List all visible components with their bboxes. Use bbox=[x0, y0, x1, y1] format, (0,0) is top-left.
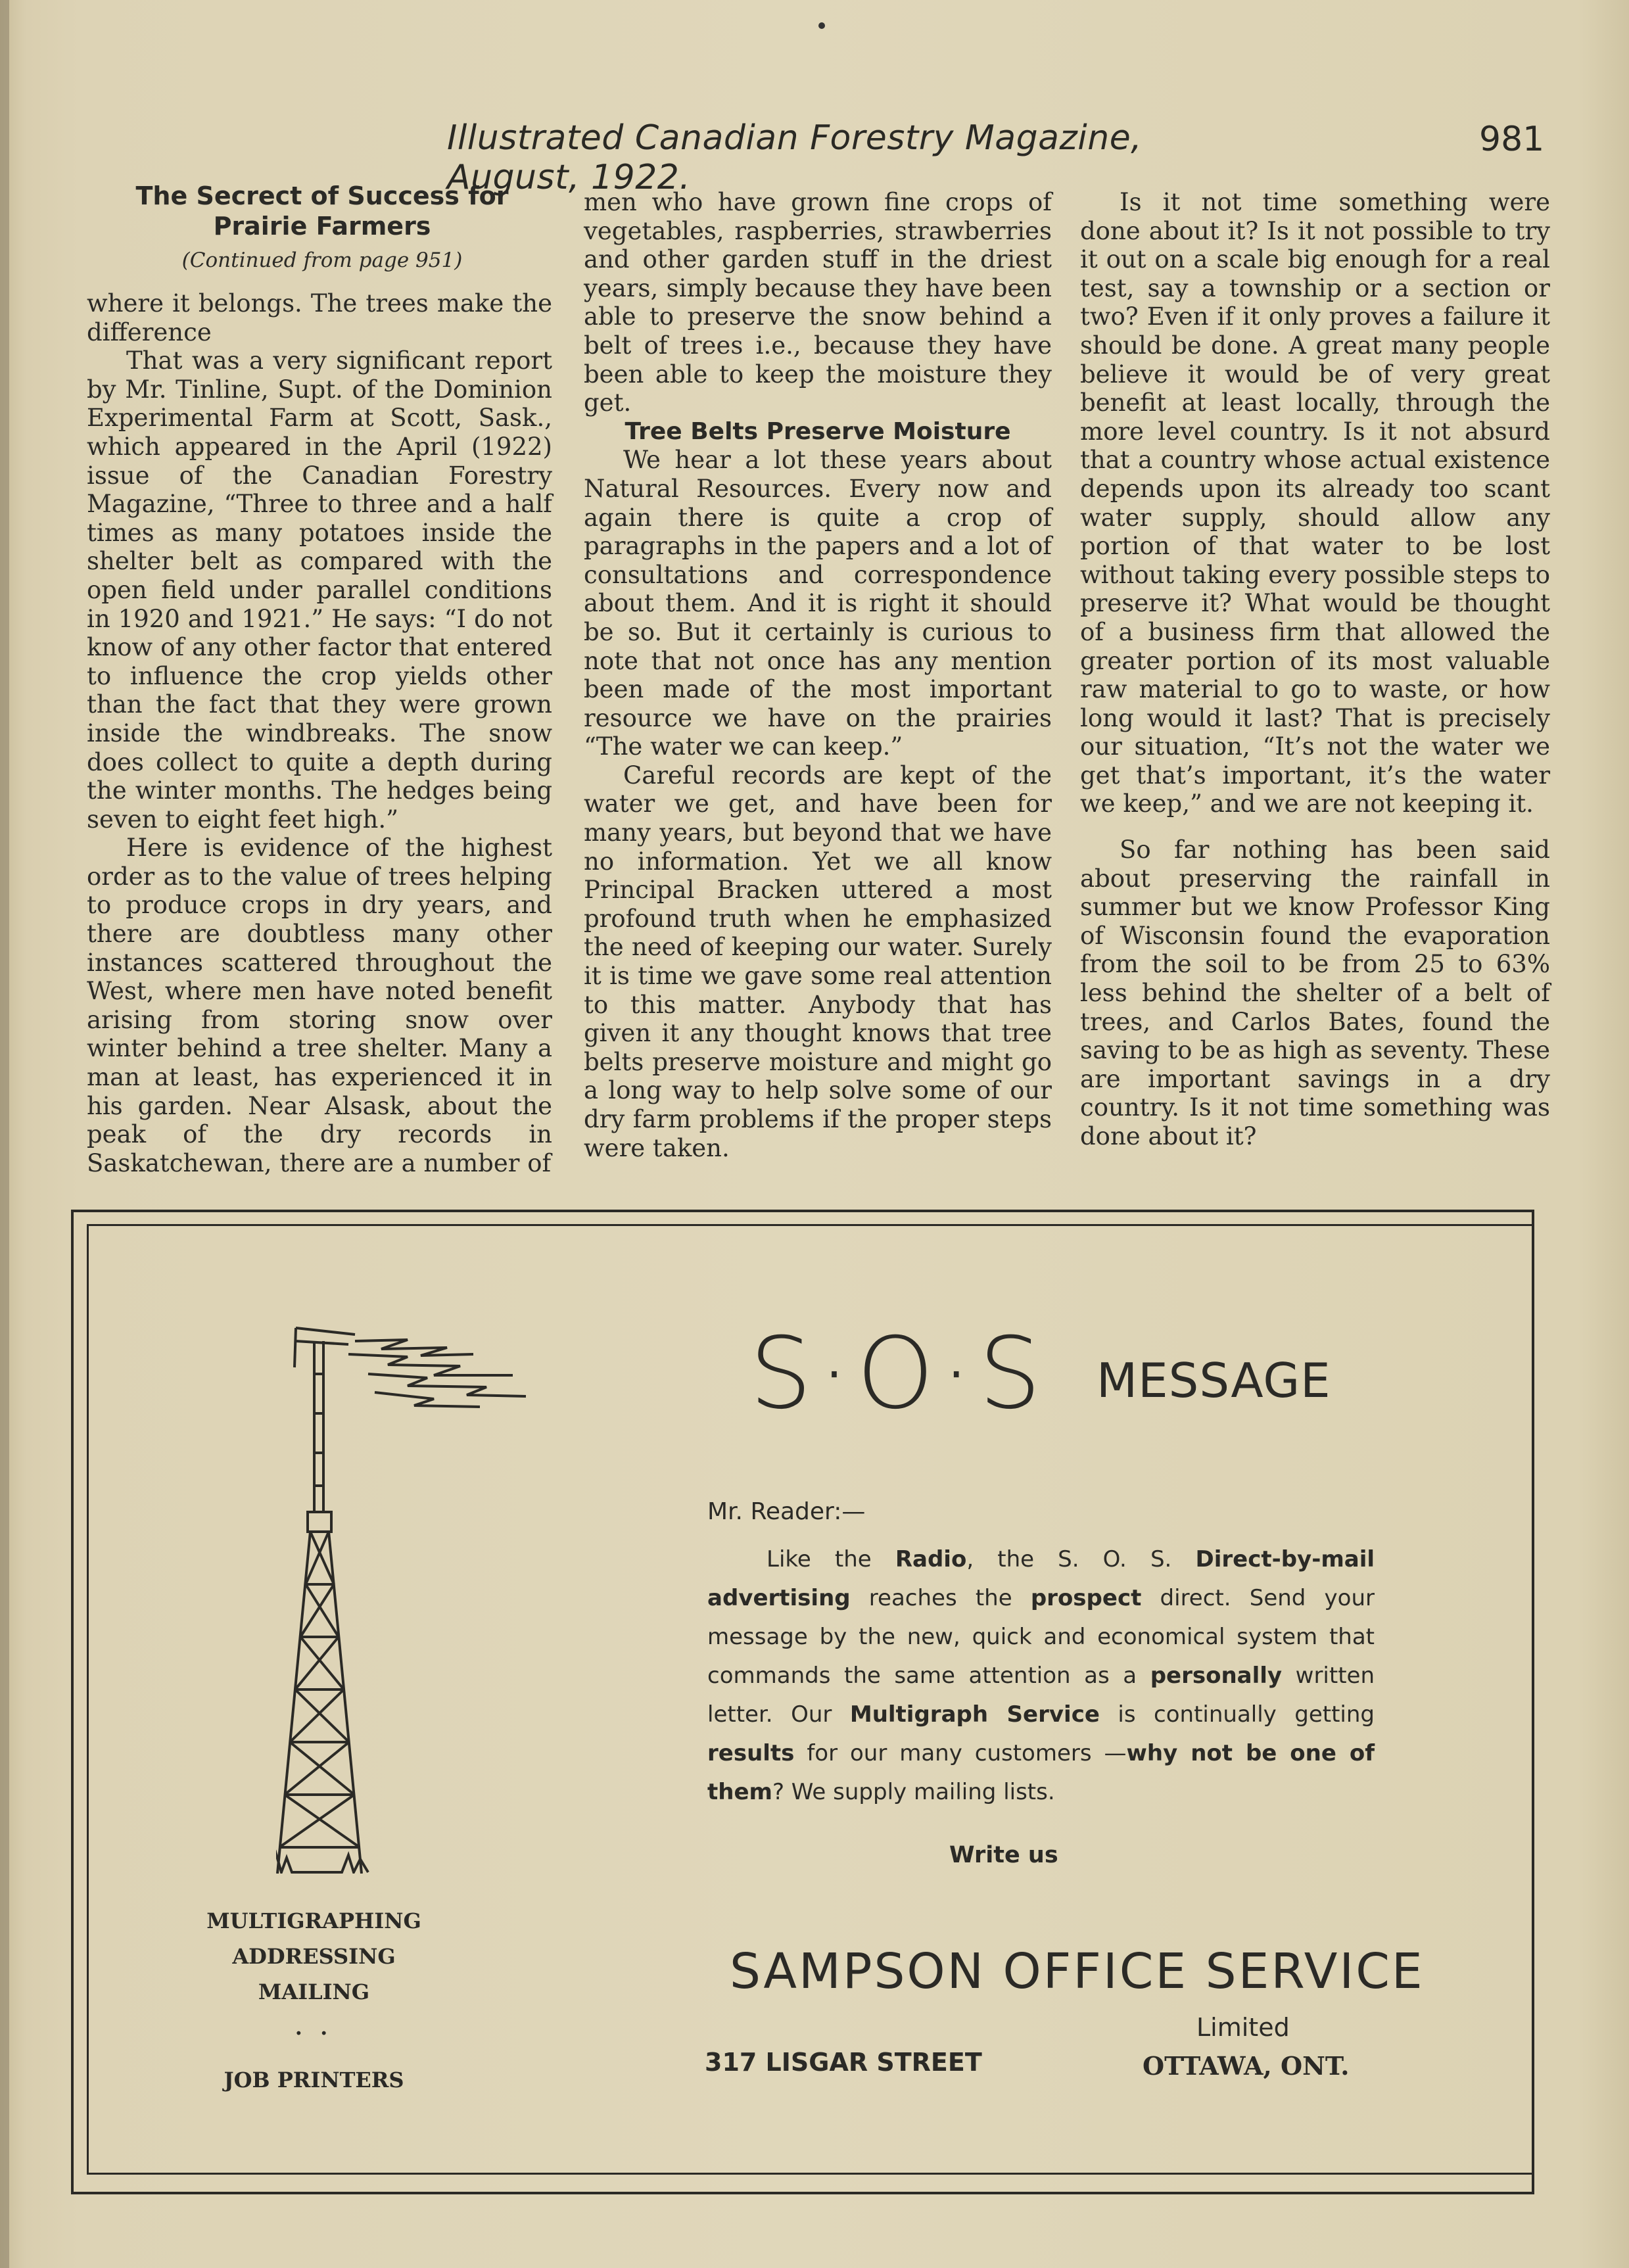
ad-text-bold: Multigraph Service bbox=[849, 1701, 1100, 1728]
ad-text: reaches the bbox=[850, 1585, 1031, 1611]
ad-text: written letter. Our bbox=[707, 1663, 1375, 1728]
ad-text-bold: results bbox=[707, 1740, 795, 1766]
binding-shadow bbox=[0, 0, 9, 2268]
page-number: 981 bbox=[1479, 120, 1545, 159]
ad-salutation: Mr. Reader:— bbox=[707, 1498, 866, 1525]
column-1 bbox=[87, 289, 552, 1177]
company-city: OTTAWA, ONT. bbox=[1143, 2051, 1350, 2081]
write-us: Write us bbox=[949, 1842, 1058, 1868]
paragraph: We hear a lot these years about Natural Resources. Every now and again there is quite a crop of paragraphs in the papers and a lot of consultations and correspondence about them. And it is right it should be so. But it certainly is curious to note that not once has any mention been made of the most important resource we have on the prairies “The water we can keep.” bbox=[584, 446, 1052, 761]
article-title bbox=[105, 181, 539, 241]
ad-text: Like the bbox=[767, 1546, 895, 1572]
service-item: MULTIGRAPHING bbox=[206, 1908, 421, 1933]
company-limited: Limited bbox=[1196, 2013, 1290, 2042]
running-head: Illustrated Canadian Forestry Magazine, August, 1922. bbox=[447, 118, 1143, 197]
job-printers: JOB PRINTERS bbox=[224, 2067, 404, 2092]
section-heading: Tree Belts Preserve Moisture bbox=[625, 417, 1011, 445]
radio-tower-illustration bbox=[276, 1315, 592, 1874]
paragraph: Here is evidence of the highest order as to the value of trees helping to produce crops in dry years, and there are doubtless many other instances scattered throughout the West, where men have noted benefit arising from storing snow over winter behind a tree shelter. Many a man at least, has experienced it in his garden. Near Alsask, about the peak of the dry records in Saskatchewan, there are a number of bbox=[87, 834, 552, 1177]
continued-note: (Continued from page 951) bbox=[181, 248, 463, 272]
ad-text: ? We supply mailing lists. bbox=[772, 1779, 1055, 1805]
column-3 bbox=[1080, 188, 1550, 1151]
column-2 bbox=[584, 188, 1052, 1162]
paragraph: men who have grown fine crops of vegetables, raspberries, strawberries and other garden stuff in the driest years, simply because they have been able to preserve the snow behind a belt of trees i.e., because they have been able to keep the moisture they get. bbox=[584, 188, 1052, 417]
ad-text-bold: Radio bbox=[895, 1546, 967, 1572]
services-list bbox=[158, 1903, 470, 2045]
company-name: SAMPSON OFFICE SERVICE bbox=[730, 1943, 1425, 2000]
sos-heading: S·O·S bbox=[749, 1317, 1048, 1431]
paragraph-gap bbox=[1080, 818, 1550, 836]
ad-text-bold: Direct-by-mail advertising bbox=[707, 1546, 1375, 1611]
service-item: MAILING bbox=[258, 1979, 370, 2004]
ad-text-bold: personally bbox=[1150, 1663, 1283, 1689]
ad-text: for our many customers — bbox=[794, 1740, 1127, 1766]
service-item: ADDRESSING bbox=[232, 1944, 396, 1969]
print-dot bbox=[818, 22, 825, 29]
paragraph: where it belongs. The trees make the difference bbox=[87, 289, 552, 346]
services-dots: . . bbox=[295, 2015, 333, 2040]
ad-text: direct. Send your message by the new, quick and economical system that commands the same attention as a bbox=[707, 1585, 1375, 1689]
paragraph: So far nothing has been said about preserving the rainfall in summer but we know Professor King of Wisconsin found the evaporation from the soil to be from 25 to 63% less behind the shelter of a belt of trees, and Carlos Bates, found the saving to be as high as seventy. These are important savings in a dry country. Is it not time something was done about it? bbox=[1080, 836, 1550, 1150]
paragraph: Careful records are kept of the water we get, and have been for many years, but beyond that we have no information. Yet we all know Principal Bracken uttered a most profound truth when he emphasized the need of keeping our water. Surely it is time we gave some real attention to this matter. Anybody that has given it any thought knows that tree belts preserve moisture and might go a long way to help solve some of our dry farm problems if the proper steps were taken. bbox=[584, 761, 1052, 1162]
ad-body bbox=[707, 1492, 1375, 1812]
ad-text: is continually getting bbox=[1099, 1701, 1375, 1728]
message-heading: MESSAGE bbox=[1097, 1353, 1331, 1408]
company-address: 317 LISGAR STREET bbox=[705, 2048, 982, 2077]
paragraph: Is it not time something were done about it? Is it not possible to try it out on a scale big enough for a real test, say a township or a section or two? Even if it only proves a failure it should be done. A great many people believe it would be of very great benefit at least locally, through the more level country. Is it not absurd that a country whose actual existence depends upon its already too scant water supply, should allow any portion of that water to be lost without taking every possible steps to preserve it? What would be thought of a business firm that allowed the greater portion of its most valuable raw material to go to waste, or how long would it last? That is precisely our situation, “It’s not the water we get that’s important, it’s the water we keep,” and we are not keeping it. bbox=[1080, 188, 1550, 818]
ad-text-bold: why not be one of them bbox=[707, 1740, 1375, 1805]
ad-paragraph bbox=[707, 1540, 1375, 1812]
article-title-line-2: Prairie Farmers bbox=[213, 212, 431, 241]
ad-text-bold: prospect bbox=[1030, 1585, 1142, 1611]
ad-text: , the S. O. S. bbox=[966, 1546, 1196, 1572]
paragraph: That was a very significant report by Mr. Tinline, Supt. of the Dominion Experimental Farm at Scott, Sask., which appeared in the April (1922) issue of the Canadian Forestry Magazine, “Three to three and a half times as many potatoes inside the shelter belt as compared with the open field under parallel conditions in 1920 and 1921.” He says: “I do not know of any other factor that entered to influence the crop yields other than the fact that they were grown inside the windbreaks. The snow does collect to quite a depth during the winter months. The hedges being seven to eight feet high.” bbox=[87, 346, 552, 834]
article-title-line-1: The Secrect of Success for bbox=[135, 181, 509, 210]
